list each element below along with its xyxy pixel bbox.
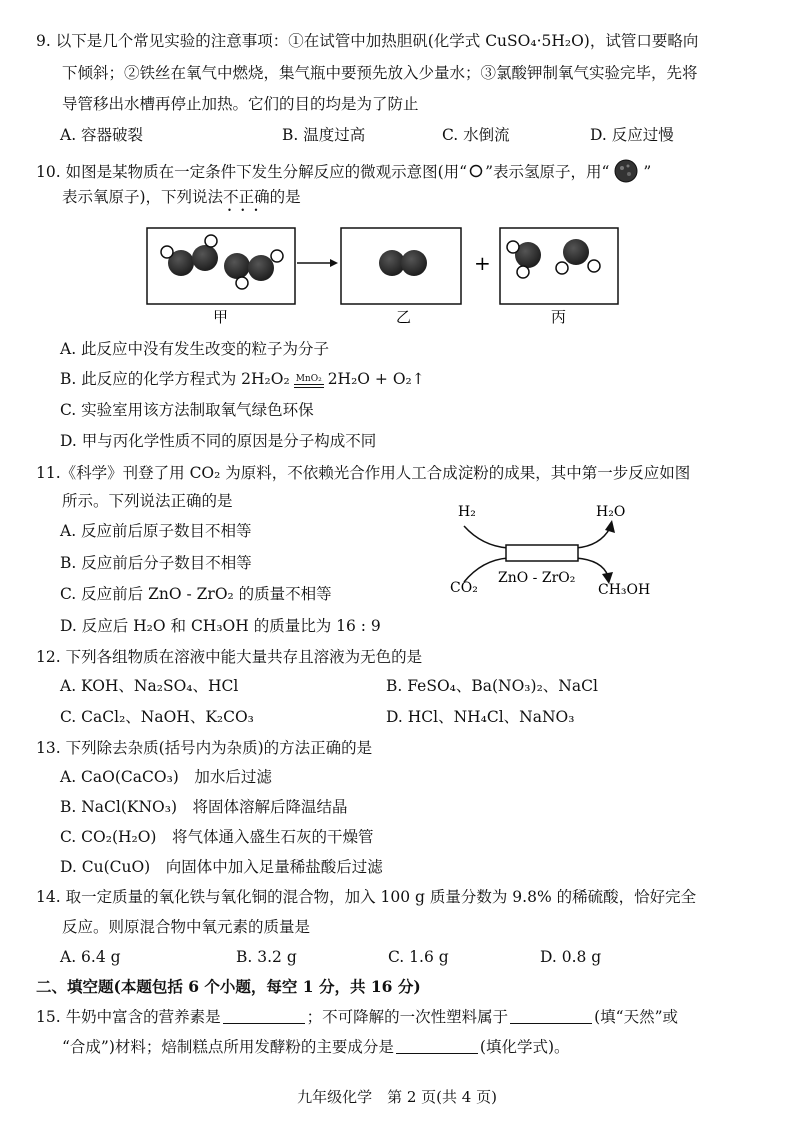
hydrogen-atom-icon — [556, 262, 568, 274]
hydrogen-atom-icon — [517, 266, 529, 278]
h2o-label: H₂O — [596, 504, 626, 520]
oxygen-atom-icon — [401, 250, 427, 276]
q14-option-c: C. 1.6 g — [388, 948, 449, 966]
oxygen-atom-icon — [248, 255, 274, 281]
q9-line1: 9. 以下是几个常见实验的注意事项：①在试管中加热胆矾(化学式 CuSO₄·5H₂O)，试管口要略向 — [36, 32, 699, 50]
q13-option-a: A. CaO(CaCO₃) 加水后过滤 — [60, 768, 272, 786]
reaction-condition: MnO₂ — [294, 374, 324, 388]
q11-option-c: C. 反应前后 ZnO - ZrO₂ 的质量不相等 — [60, 585, 332, 603]
q11-option-b: B. 反应前后分子数目不相等 — [60, 554, 252, 572]
arrow-head-icon — [605, 520, 615, 533]
catalyst-label: ZnO - ZrO₂ — [498, 570, 576, 586]
ch3oh-label: CH₃OH — [598, 582, 651, 598]
q9-option-b: B. 温度过高 — [282, 126, 366, 144]
q10-option-c: C. 实验室用该方法制取氧气绿色环保 — [60, 401, 314, 419]
label-bing: 丙 — [551, 308, 567, 326]
q13-option-b: B. NaCl(KNO₃) 将固体溶解后降温结晶 — [60, 798, 348, 816]
q12-option-d: D. HCl、NH₄Cl、NaNO₃ — [386, 708, 575, 726]
catalyst-diagram — [442, 500, 682, 610]
q13-option-d: D. Cu(CuO) 向固体中加入足量稀盐酸后过滤 — [60, 858, 383, 876]
q12-option-b: B. FeSO₄、Ba(NO₃)₂、NaCl — [386, 677, 598, 695]
catalyst-tube — [506, 545, 578, 561]
hydrogen-atom-icon — [507, 241, 519, 253]
h2-label: H₂ — [458, 504, 476, 520]
q10-option-b: B. 此反应的化学方程式为 2H₂O₂ MnO₂ 2H₂O + O₂↑ — [60, 370, 425, 388]
q12-option-c: C. CaCl₂、NaOH、K₂CO₃ — [60, 708, 254, 726]
answer-blank-2[interactable] — [510, 1009, 592, 1024]
q10-option-d: D. 甲与丙化学性质不同的原因是分子构成不同 — [60, 432, 377, 450]
q12-option-a: A. KOH、Na₂SO₄、HCl — [60, 677, 239, 695]
reaction-diagram — [0, 222, 794, 342]
label-yi: 乙 — [396, 308, 412, 326]
hydrogen-atom-icon — [236, 277, 248, 289]
section-heading: 二、填空题(本题包括 6 个小题，每空 1 分，共 16 分) — [36, 977, 421, 996]
answer-blank-1[interactable] — [223, 1009, 305, 1024]
hydrogen-atom-icon — [467, 164, 485, 178]
q11-line1: 11.《科学》刊登了用 CO₂ 为原料，不依赖光合作用人工合成淀粉的成果，其中第一步反应如图 — [36, 464, 691, 482]
q10-option-a: A. 此反应中没有发生改变的粒子为分子 — [60, 340, 330, 358]
q11-option-a: A. 反应前后原子数目不相等 — [60, 522, 252, 540]
q11-option-d: D. 反应后 H₂O 和 CH₃OH 的质量比为 16 : 9 — [60, 617, 381, 635]
q9-line3: 导管移出水槽再停止加热。它们的目的均是为了防止 — [62, 95, 419, 113]
q9-option-c: C. 水倒流 — [442, 126, 510, 144]
q9-option-d: D. 反应过慢 — [590, 126, 674, 144]
oxygen-atom-icon — [192, 245, 218, 271]
page-footer: 九年级化学 第 2 页(共 4 页) — [297, 1088, 497, 1106]
co2-label: CO₂ — [450, 580, 478, 596]
q15-line2: “合成”)材料；焙制糕点所用发酵粉的主要成分是 (填化学式)。 — [62, 1038, 570, 1056]
q9-line2: 下倾斜；②铁丝在氧气中燃烧，集气瓶中要预先放入少量水；③氯酸钾制氧气实验完毕，先将 — [62, 64, 698, 82]
q11-line2: 所示。下列说法正确的是 — [62, 492, 233, 510]
q14-option-b: B. 3.2 g — [236, 948, 297, 966]
label-jia: 甲 — [213, 308, 229, 326]
q13-option-c: C. CO₂(H₂O) 将气体通入盛生石灰的干燥管 — [60, 828, 374, 846]
q13-line1: 13. 下列除去杂质(括号内为杂质)的方法正确的是 — [36, 739, 373, 757]
hydrogen-atom-icon — [205, 235, 217, 247]
arrow-head-icon — [330, 259, 338, 267]
q14-option-d: D. 0.8 g — [540, 948, 602, 966]
q10-line2: 表示氧原子)，下列说法不正确 • • •的是 — [62, 186, 301, 208]
answer-blank-3[interactable] — [396, 1039, 478, 1054]
q9-option-a: A. 容器破裂 — [60, 126, 144, 144]
q14-option-a: A. 6.4 g — [60, 948, 121, 966]
q15-line1: 15. 牛奶中富含的营养素是 ；不可降解的一次性塑料属于 (填“天然”或 — [36, 1008, 678, 1026]
oxygen-atom-icon — [224, 253, 250, 279]
q14-line1: 14. 取一定质量的氧化铁与氧化铜的混合物，加入 100 g 质量分数为 9.8% 的稀硫酸，恰好完全 — [36, 888, 697, 906]
q14-line2: 反应。则原混合物中氧元素的质量是 — [62, 918, 311, 936]
hydrogen-atom-icon — [588, 260, 600, 272]
q12-line1: 12. 下列各组物质在溶液中能大量共存且溶液为无色的是 — [36, 648, 423, 666]
oxygen-atom-icon — [563, 239, 589, 265]
q10-line1: 10. 如图是某物质在一定条件下发生分解反应的微观示意图(用“ ”表示氢原子，用“ ” — [36, 158, 651, 184]
plus-sign: + — [474, 251, 491, 275]
oxygen-atom-icon — [609, 158, 643, 184]
hydrogen-atom-icon — [161, 246, 173, 258]
hydrogen-atom-icon — [271, 250, 283, 262]
emphasis-not-correct: 不正确 • • • — [223, 188, 270, 206]
